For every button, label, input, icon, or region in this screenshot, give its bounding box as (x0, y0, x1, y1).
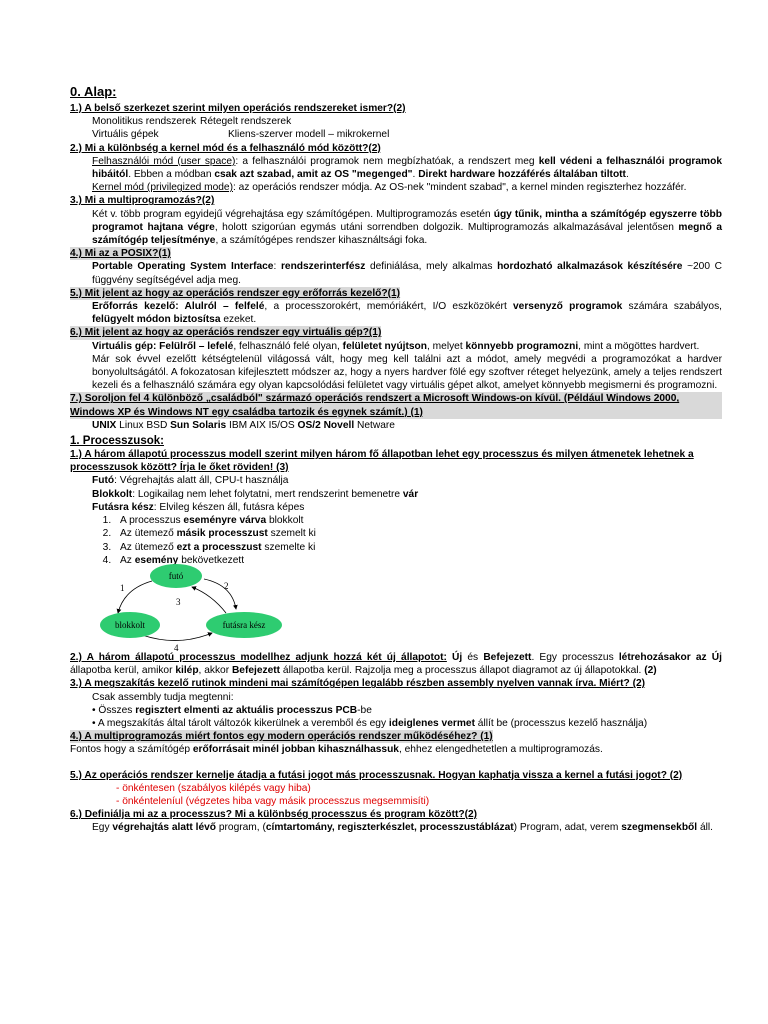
state-diagram-svg (94, 561, 294, 651)
transition-list (70, 514, 722, 567)
process-state-diagram (70, 569, 722, 651)
answer-0-6: Virtuális gép: Felülről – lefelé, felhasználó felé olyan, felületet nyújtson, melyet könnyebb programozni, mint a mögöttes hardvert. (92, 340, 700, 352)
answer-1-5-voluntary: - önkéntesen (szabályos kilépés vagy hiba) (116, 782, 311, 794)
arrow-4 (142, 633, 212, 641)
list-item: 4. Az esemény bekövetkezett (114, 554, 722, 567)
answer-1-3-point-1: • Összes regisztert elmenti az aktuális processzus PCB-be (92, 704, 372, 716)
answer-0-4: Portable Operating System Interface: rendszerinterfész definiálása, mely alkalmas hordozható alkalmazások készítésére ~200 C függvény segítségével adja meg. (92, 261, 722, 286)
question-1-5: 5.) Az operációs rendszer kernelje átadja a futási jogot más processzusnak. Hogyan kaphatja vissza a kernel a futási jogot? (2) (70, 769, 683, 781)
answer-1-6: Egy végrehajtás alatt lévő program, (címtartomány, regiszterkészlet, processzustáblázat) Program, adat, verem szegmensekből áll. (92, 822, 713, 834)
question-0-2: 2.) Mi a különbség a kernel mód és a felhasználó mód között?(2) (70, 142, 381, 154)
os-structure-row (92, 128, 722, 141)
arrow-3 (192, 587, 226, 613)
os-structure-row (92, 115, 722, 128)
answer-0-6-paragraph: Már sok évvel ezelőtt kétségtelenül világossá vált, hogy meg kell találni azt a módot, amely megvédi a programozókat a hardver bonyolultságától. A fokozatosan kifejlesztett módszer az, hogy a nyers hardver fölé egy szoftver réteget helyezünk, amely a teljes rendszert kezeli és a felhasználó számára egy olyan kapcsolódási felületet vagy virtuális gépet alkot, amelyet könnyebb megismerni és programozni. (92, 353, 722, 392)
label-ready: futásra kész (222, 619, 266, 630)
os-structure-cell: Rétegelt rendszerek (200, 116, 292, 128)
edge-label-1: 1 (120, 582, 125, 593)
label-blocked: blokkolt (114, 619, 146, 630)
list-item: 3. Az ütemező ezt a processzust szemelte ki (114, 541, 722, 554)
question-0-5: 5.) Mit jelent az hogy az operációs rendszer egy erőforrás kezelő?(1) (70, 287, 401, 299)
os-structure-cell: Monolitikus rendszerek (92, 116, 197, 128)
edge-label-4: 4 (174, 642, 179, 651)
list-item: 1. A processzus eseményre várva blokkolt (114, 514, 722, 527)
label-running: futó (168, 570, 184, 581)
list-item: 2. Az ütemező másik processzust szemelt ki (114, 527, 722, 540)
question-0-3: 3.) Mi a multiprogramozás?(2) (70, 195, 215, 207)
answer-0-5: Erőforrás kezelő: Alulról – felfelé, a processzorokért, memóriákért, I/O eszközökért versenyző programok számára szabályos, felügyelt módon biztosítsa ezeket. (92, 301, 722, 326)
question-1-4: 4.) A multiprogramozás miért fontos egy modern operációs rendszer működéséhez? (1) (70, 731, 493, 743)
edge-label-3: 3 (176, 596, 181, 607)
question-0-6: 6.) Mit jelent az hogy az operációs rendszer egy virtuális gép?(1) (70, 327, 382, 339)
os-structure-cell: Kliens-szerver modell – mikrokernel (228, 129, 390, 141)
answer-0-3: Két v. több program egyidejű végrehajtása egy számítógépen. Multiprogramozás esetén úgy tűnik, mintha a számítógép egyszerre több programot hajtana végre, holott szigorúan egymás utáni sorrendben dolgozik. Multiprogramozás alkalmazásával jelentősen megnő a számítógép teljesítménye, a számítógépes rendszer kihasználtsági foka. (92, 208, 722, 247)
section-0-title: 0. Alap: (70, 84, 117, 99)
state-running: Futó: Végrehajtás alatt áll, CPU-t használja (92, 475, 289, 487)
state-ready: Futásra kész: Elvileg készen áll, futásra képes (92, 501, 305, 513)
document-page (70, 84, 722, 835)
question-0-1: 1.) A belső szerkezet szerint milyen operációs rendszereket ismer?(2) (70, 103, 406, 114)
question-1-3: 3.) A megszakítás kezelő rutinok mindeni mai számítógépen legalább részben assembly nyelven vannak írva. Miért? (2) (70, 678, 646, 690)
answer-0-2-user-mode: Felhasználói mód (user space): a felhasználói programok nem megbízhatóak, a rendszert meg kell védeni a felhasználói programok hibáitól. Ebben a módban csak azt szabad, amit az OS "megenged". Direkt hardware hozzáférés általában tiltott. (92, 155, 723, 181)
state-blocked: Blokkolt: Logikailag nem lehet folytatni, mert rendszerint bemenetre vár (92, 488, 419, 500)
question-0-4: 4.) Mi az a POSIX?(1) (70, 248, 171, 260)
answer-1-4: Fontos hogy a számítógép erőforrásait minél jobban kihasználhassuk, ehhez elengedhetetlen a multiprogramozás. (70, 744, 603, 756)
answer-1-5-involuntary: - önkénteleníul (végzetes hiba vagy másik processzus megsemmisíti) (116, 795, 430, 807)
answer-0-7: UNIX Linux BSD Sun Solaris IBM AIX I5/OS OS/2 Novell Netware (92, 419, 395, 431)
question-1-6: 6.) Definiálja mi az a processzus? Mi a különbség processzus és program között?(2) (70, 809, 478, 821)
answer-1-3-point-2: • A megszakítás által tárolt változók kikerülnek a veremből és egy ideiglenes vermet állít be (processzus kezelő használja) (92, 717, 648, 729)
section-1-title: 1. Processzusok: (70, 435, 164, 448)
os-structure-table (70, 115, 722, 141)
question-1-2: 2.) A három állapotú processzus modellhez adjunk hozzá két új állapotot: Új és Befejezett. Egy processzus létrehozásakor az Új állapotba kerül, amikor kilép, akkor Befejezett állapotba kerül. Rajzolja meg a processzus állapot diagramot az új állapotokkal. (2) (70, 651, 722, 677)
question-0-7: 7.) Soroljon fel 4 különböző „családból" származó operációs rendszert a Microsoft Windows-on kívül. (Például Windows 2000, Windows XP és Windows NT egy családba tartozik és egynek számít.) (1) (70, 392, 722, 418)
answer-1-3-intro: Csak assembly tudja megtenni: (92, 691, 234, 703)
edge-label-2: 2 (224, 580, 229, 591)
answer-0-2-kernel-mode: Kernel mód (privilegized mode): az operációs rendszer módja. Az OS-nek "mindent szabad", a kernel minden regiszterhez hozzáfér. (92, 182, 687, 194)
os-structure-cell: Virtuális gépek (92, 129, 159, 141)
arrow-2 (204, 579, 236, 609)
question-1-1: 1.) A három állapotú processzus modell szerint milyen három fő állapotban lehet egy processzus és milyen átmenetek lehetnek a processzusok között? Írja le őket röviden! (3) (70, 449, 694, 474)
